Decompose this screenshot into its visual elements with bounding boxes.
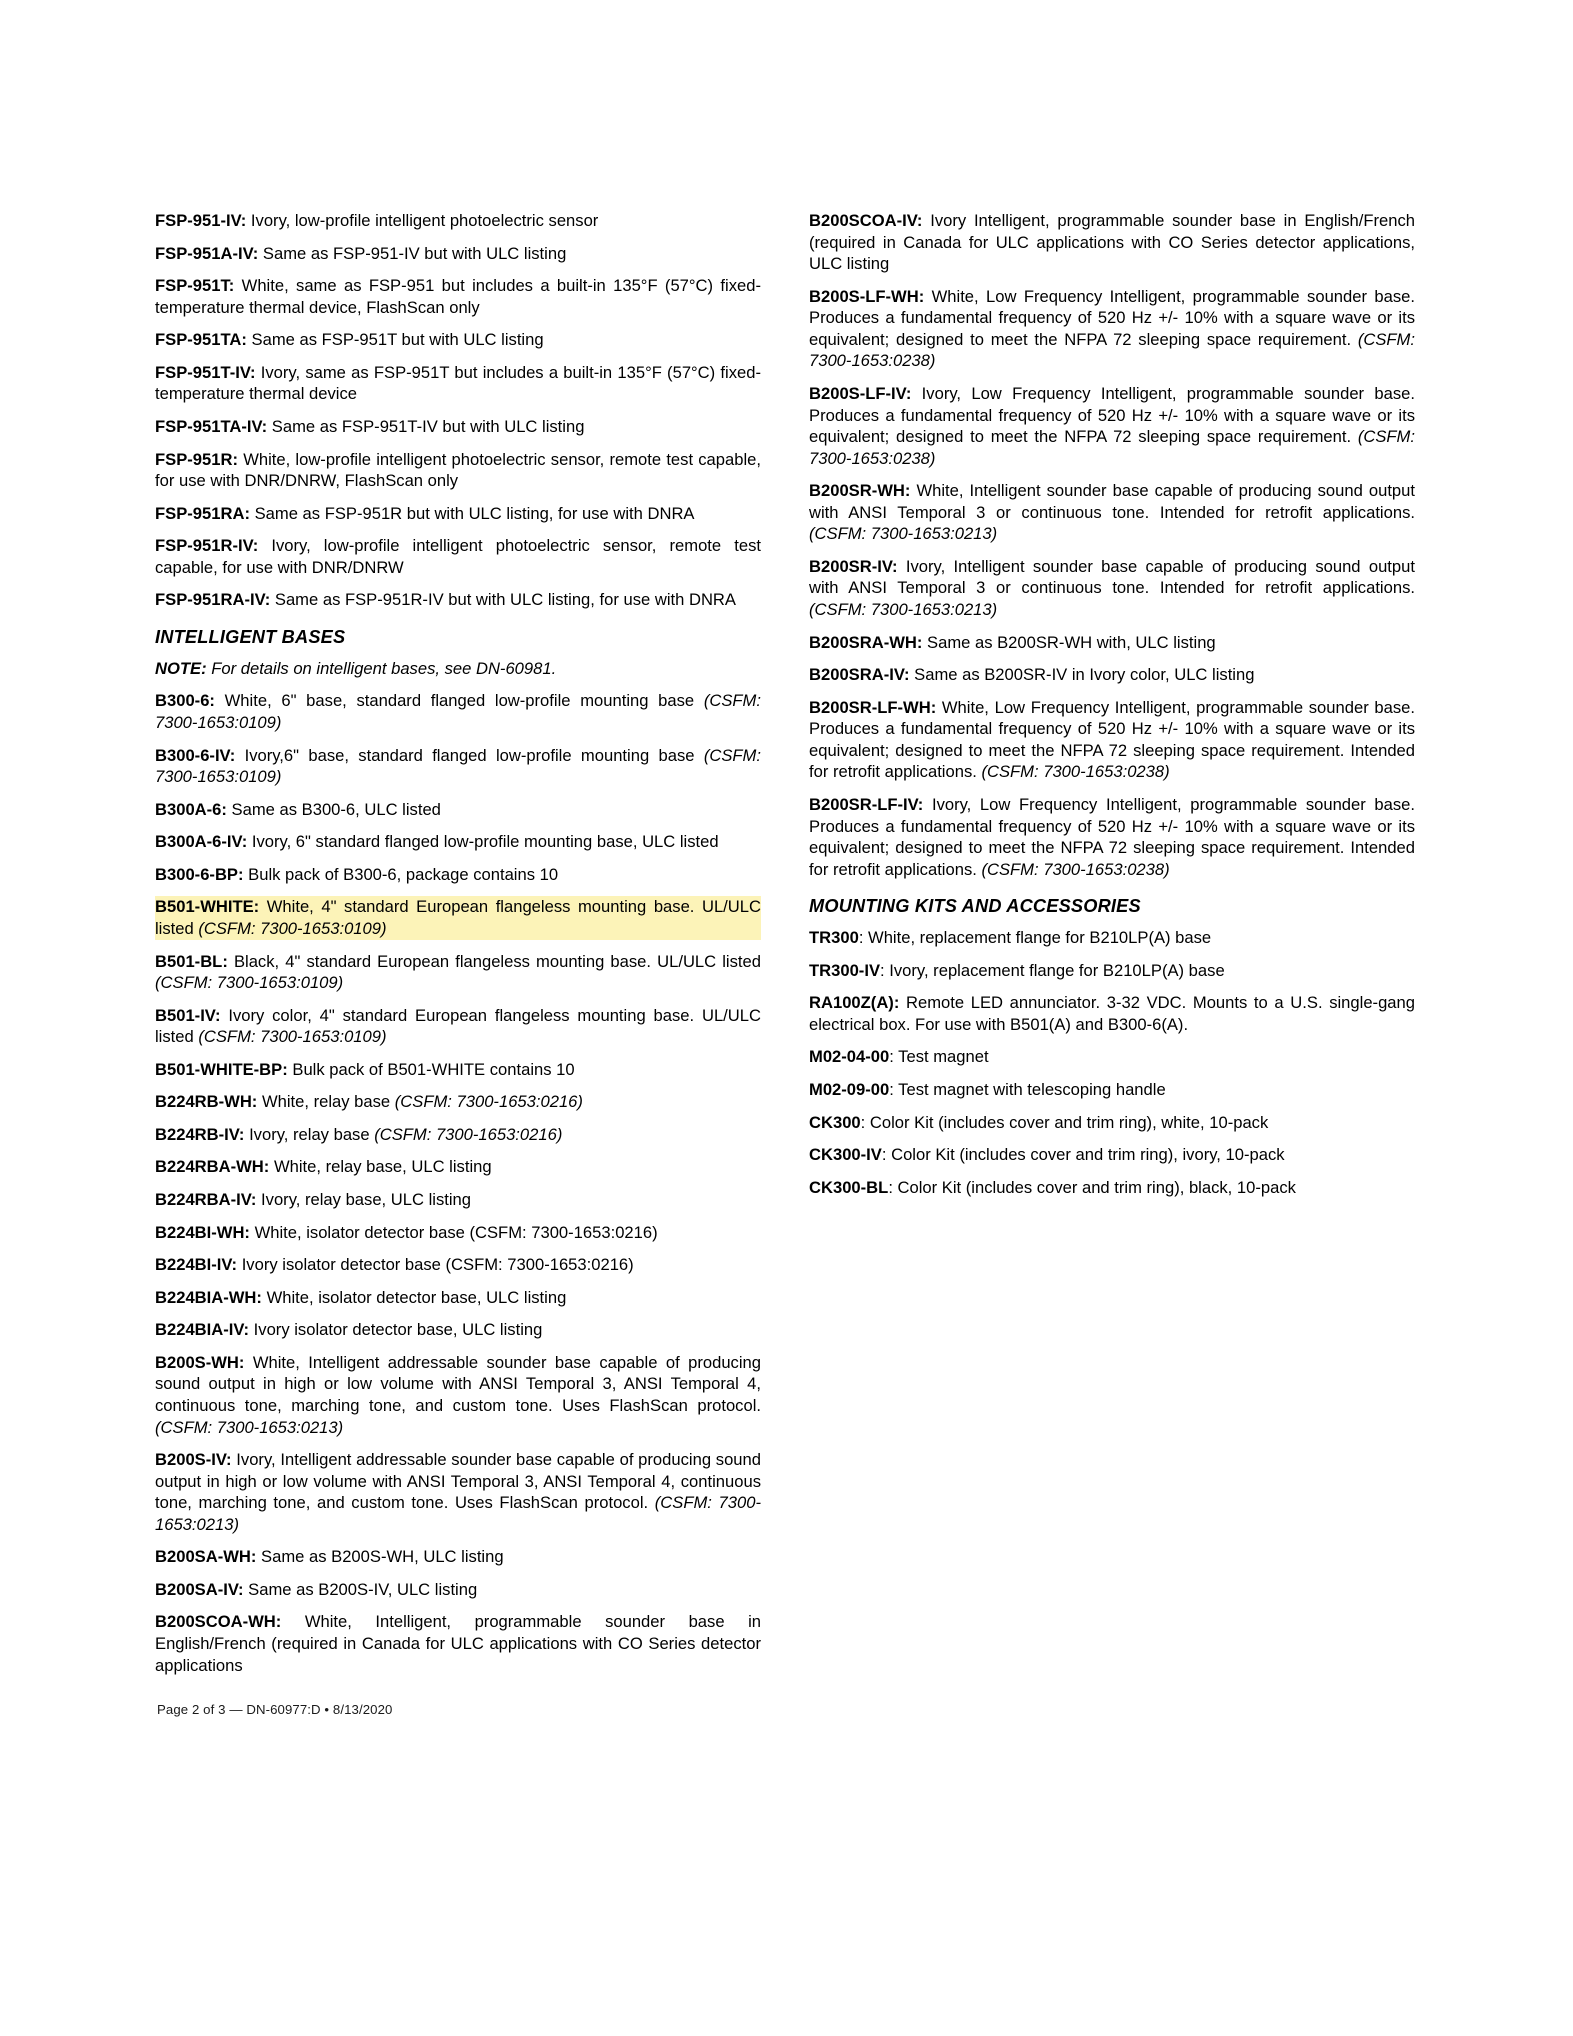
catalog-entry [809,1079,1415,1101]
catalog-entry [809,1177,1415,1199]
entry-description: Ivory, relay base [244,1124,375,1144]
entry-description: : White, replacement flange for B210LP(A) base [858,928,1212,948]
catalog-entry [155,1352,761,1438]
left-column [155,210,761,1687]
entry-description: : Color Kit (includes cover and trim ring), ivory, 10-pack [881,1145,1285,1165]
catalog-entry [155,1222,761,1244]
entry-description: : Ivory, replacement flange for B210LP(A) base [880,960,1225,980]
entry-code: B224RBA-WH: [155,1157,270,1177]
two-column-body [155,210,1415,1687]
entry-code: RA100Z(A): [809,993,900,1013]
entry-code: CK300 [809,1112,861,1132]
entry-code: B200SCOA-WH: [155,1612,282,1632]
entry-description: Same as FSP-951T but with ULC listing [246,330,544,350]
entry-code: B224RB-IV: [155,1124,245,1144]
left-top-entries [155,210,761,611]
entry-description: White, Low Frequency Intelligent, programmable sounder base. Produces a fundamental frequency of 520 Hz +/- 10% with a square wave or its equivalent; designed to meet the NFPA 72 sleeping space requirement. Intended for retrofit applications. [809,697,1415,782]
right-column [809,210,1415,1687]
entry-description: Same as FSP-951R-IV but with ULC listing, for use with DNRA [270,590,736,610]
catalog-entry [155,896,761,939]
entry-code: B224BIA-IV: [155,1320,250,1340]
entry-code: B200S-LF-WH: [809,286,925,306]
entry-description: Bulk pack of B501-WHITE contains 10 [287,1059,575,1079]
entry-code: B224BI-WH: [155,1222,250,1242]
entry-code: FSP-951T-IV: [155,362,256,382]
catalog-entry [155,535,761,578]
catalog-entry [155,589,761,611]
entry-description: Ivory, Intelligent addressable sounder base capable of producing sound output in high or low volume with ANSI Temporal 3, ANSI Temporal 4, continuous tone, marching tone, and custom tone. Uses FlashScan protocol. [155,1450,761,1513]
entry-listing-code: (CSFM: 7300-1653:0216) [394,1092,583,1112]
note-label: NOTE: [155,658,207,678]
catalog-entry [155,275,761,318]
entry-code: FSP-951R: [155,449,238,469]
catalog-entry [155,1059,761,1081]
entry-code: B300-6: [155,691,215,711]
entry-code: B501-BL: [155,951,228,971]
entry-description: : Color Kit (includes cover and trim ring), white, 10-pack [860,1112,1269,1132]
entry-description: : Color Kit (includes cover and trim ring), black, 10-pack [888,1177,1296,1197]
entry-listing-code: (CSFM: 7300-1653:0238) [809,427,1415,468]
entry-description: Ivory, Low Frequency Intelligent, programmable sounder base. Produces a fundamental frequency of 520 Hz +/- 10% with a square wave or its equivalent; designed to meet the NFPA 72 sleeping space requirement. Intended for retrofit applications. [809,794,1415,879]
note-text: For details on intelligent bases, see DN-60981. [206,658,557,678]
catalog-entry [155,1611,761,1676]
entry-code: B200S-WH: [155,1352,245,1372]
entry-code: B300-6-BP: [155,864,244,884]
catalog-entry [809,794,1415,880]
left-bases-entries [155,690,761,1676]
entry-code: B224RBA-IV: [155,1190,257,1209]
entry-code: B200SR-IV: [809,556,898,576]
entry-code: TR300-IV [809,960,881,980]
entry-code: B501-WHITE: [155,897,260,917]
entry-code: M02-04-00 [809,1047,890,1067]
catalog-entry [809,960,1415,982]
entry-listing-code: (CSFM: 7300-1653:0238) [981,859,1170,879]
entry-description: Ivory, low-profile intelligent photoelectric sensor [246,211,599,230]
entry-description: Same as B200SR-IV in Ivory color, ULC listing [909,665,1255,685]
entry-description: White, Intelligent, programmable sounder base in English/French (required in Canada for ULC applications with CO Series detector applications [155,1612,761,1675]
entry-code: B200SR-WH: [809,481,911,501]
entry-code: M02-09-00 [809,1080,890,1099]
entry-description: Same as B300-6, ULC listed [226,799,441,819]
entry-code: B200SRA-WH: [809,632,923,652]
entry-description: Ivory, 6" standard flanged low-profile mounting base, ULC listed [247,832,719,852]
catalog-entry [809,1046,1415,1068]
entry-description: Ivory Intelligent, programmable sounder base in English/French (required in Canada for ULC applications with CO Series detector applications, ULC listing [809,211,1415,274]
catalog-entry [155,799,761,821]
catalog-entry [809,927,1415,949]
entry-code: FSP-951R-IV: [155,536,259,556]
catalog-entry [155,1319,761,1341]
catalog-entry [155,1546,761,1568]
entry-description: White, Intelligent addressable sounder base capable of producing sound output in high or low volume with ANSI Temporal 3, ANSI Temporal 4, continuous tone, marching tone, and custom tone. Uses FlashScan protocol. [155,1352,761,1415]
entry-code: B200SRA-IV: [809,665,910,685]
catalog-entry [809,286,1415,372]
catalog-entry [809,1112,1415,1134]
entry-description: White, same as FSP-951 but includes a built-in 135°F (57°C) fixed-temperature thermal device, FlashScan only [155,276,761,317]
entry-code: B501-IV: [155,1005,221,1025]
catalog-entry [155,503,761,525]
catalog-entry [809,632,1415,654]
entry-listing-code: (CSFM: 7300-1653:0213) [809,524,998,544]
entry-code: FSP-951RA: [155,503,250,523]
entry-description: White, Low Frequency Intelligent, programmable sounder base. Produces a fundamental frequency of 520 Hz +/- 10% with a square wave or its equivalent; designed to meet the NFPA 72 sleeping space requirement. [809,286,1415,349]
entry-code: B200SR-LF-IV: [809,794,924,814]
entry-code: B501-WHITE-BP: [155,1059,288,1079]
entry-code: B224BI-IV: [155,1255,238,1275]
entry-description: White, isolator detector base, ULC listing [261,1287,567,1307]
entry-description: Bulk pack of B300-6, package contains 10 [243,864,559,884]
entry-listing-code: (CSFM: 7300-1653:0109) [198,918,387,938]
entry-description: Ivory isolator detector base, ULC listing [249,1320,543,1340]
entry-listing-code: (CSFM: 7300-1653:0213) [155,1417,344,1437]
catalog-entry [155,416,761,438]
entry-description: White, Intelligent sounder base capable of producing sound output with ANSI Temporal 3 or continuous tone. Intended for retrofit applications. [809,481,1415,522]
entry-description: White, low-profile intelligent photoelectric sensor, remote test capable, for use with DNR/DNRW, FlashScan only [155,449,761,491]
entry-code: TR300 [809,928,859,948]
entry-code: B200SR-LF-WH: [809,697,937,717]
page-footer: Page 2 of 3 — DN-60977:D • 8/13/2020 [157,1702,393,1717]
right-top-entries [809,210,1415,880]
catalog-entry [809,1144,1415,1166]
entry-code: FSP-951RA-IV: [155,590,271,610]
right-kits-entries [809,927,1415,1198]
entry-code: CK300-IV [809,1145,882,1165]
entry-description: Same as FSP-951T-IV but with ULC listing [267,416,585,436]
catalog-entry [155,831,761,853]
entry-listing-code: (CSFM: 7300-1653:0213) [155,1493,761,1534]
entry-code: B224RB-WH: [155,1092,258,1112]
entry-description: Remote LED annunciator. 3-32 VDC. Mounts to a U.S. single-gang electrical box. For use with B501(A) and B300-6(A). [809,993,1415,1034]
entry-code: FSP-951A-IV: [155,243,259,263]
catalog-entry [809,556,1415,621]
entry-listing-code: (CSFM: 7300-1653:0109) [198,1027,387,1047]
entry-description: Black, 4" standard European flangeless mounting base. UL/ULC listed [227,951,761,971]
entry-description: Ivory,6" base, standard flanged low-profile mounting base [235,745,704,765]
entry-description: White, isolator detector base (CSFM: 7300-1653:0216) [249,1222,658,1242]
catalog-entry [155,1124,761,1146]
entry-listing-code: (CSFM: 7300-1653:0238) [981,762,1170,782]
entry-code: B200SA-IV: [155,1579,244,1599]
entry-description: Ivory color, 4" standard European flangeless mounting base. UL/ULC listed [155,1005,761,1047]
catalog-entry [155,449,761,492]
entry-code: B224BIA-WH: [155,1287,262,1307]
catalog-entry [809,664,1415,686]
entry-description: White, 4" standard European flangeless mounting base. UL/ULC listed [155,897,761,938]
entry-listing-code: (CSFM: 7300-1653:0216) [374,1124,563,1144]
catalog-entry [155,690,761,733]
catalog-entry [809,210,1415,275]
catalog-entry [155,1254,761,1276]
entry-code: FSP-951TA-IV: [155,416,268,436]
entry-description: Ivory, Low Frequency Intelligent, programmable sounder base. Produces a fundamental frequency of 520 Hz +/- 10% with a square wave or its equivalent; designed to meet the NFPA 72 sleeping space requirement. [809,383,1415,447]
catalog-entry [155,1287,761,1309]
entry-listing-code: (CSFM: 7300-1653:0238) [809,329,1415,371]
entry-code: B200S-IV: [155,1450,232,1470]
entry-description: Ivory, relay base, ULC listing [256,1190,472,1209]
entry-description: Ivory, same as FSP-951T but includes a built-in 135°F (57°C) fixed-temperature thermal device [155,362,761,404]
entry-code: B300-6-IV: [155,745,236,765]
entry-code: B300A-6-IV: [155,832,248,852]
catalog-entry [155,329,761,351]
section-heading-mounting-kits: MOUNTING KITS AND ACCESSORIES [809,896,1141,917]
catalog-entry [809,992,1415,1035]
entry-code: FSP-951TA: [155,330,247,350]
catalog-entry [809,697,1415,783]
catalog-entry [155,1156,761,1178]
entry-code: CK300-BL [809,1177,889,1197]
section-heading-intelligent-bases: INTELLIGENT BASES [155,626,346,647]
catalog-entry [809,383,1415,469]
entry-description: White, relay base [257,1092,395,1112]
catalog-entry [155,1579,761,1601]
entry-description: White, relay base, ULC listing [269,1157,492,1177]
entry-code: B200SA-WH: [155,1547,257,1567]
entry-description: Same as B200S-WH, ULC listing [256,1547,504,1567]
catalog-entry [809,480,1415,545]
entry-listing-code: (CSFM: 7300-1653:0109) [155,745,761,787]
entry-description: Ivory isolator detector base (CSFM: 7300-1653:0216) [237,1255,634,1275]
entry-description: Same as FSP-951-IV but with ULC listing [258,243,567,263]
entry-description: Ivory, low-profile intelligent photoelectric sensor, remote test capable, for use with DNR/DNRW [155,536,761,577]
entry-description: White, 6" base, standard flanged low-profile mounting base [214,691,704,711]
catalog-entry [155,243,761,265]
entry-description: Same as B200S-IV, ULC listing [243,1579,478,1599]
catalog-entry [155,1449,761,1535]
entry-listing-code: (CSFM: 7300-1653:0213) [809,600,998,619]
entry-description: Same as FSP-951R but with ULC listing, for use with DNRA [249,503,695,523]
entry-code: FSP-951T: [155,276,235,296]
entry-description: Same as B200SR-WH with, ULC listing [922,632,1216,652]
entry-listing-code: (CSFM: 7300-1653:0109) [155,973,344,993]
entry-description: Ivory, Intelligent sounder base capable of producing sound output with ANSI Temporal 3 or continuous tone. Intended for retrofit applications. [809,556,1415,598]
entry-code: FSP-951-IV: [155,211,247,230]
entry-code: B300A-6: [155,799,227,819]
catalog-entry [155,745,761,788]
intelligent-bases-note [155,658,761,680]
entry-description: : Test magnet with telescoping handle [889,1080,1166,1099]
catalog-entry [155,1005,761,1048]
catalog-entry [155,210,761,232]
entry-code: B200SCOA-IV: [809,211,923,230]
catalog-entry [155,864,761,886]
entry-listing-code: (CSFM: 7300-1653:0109) [155,691,761,732]
entry-description: : Test magnet [889,1047,989,1067]
entry-code: B200S-LF-IV: [809,383,912,403]
catalog-entry [155,1091,761,1113]
catalog-entry [155,1189,761,1211]
catalog-entry [155,362,761,405]
catalog-entry [155,951,761,994]
